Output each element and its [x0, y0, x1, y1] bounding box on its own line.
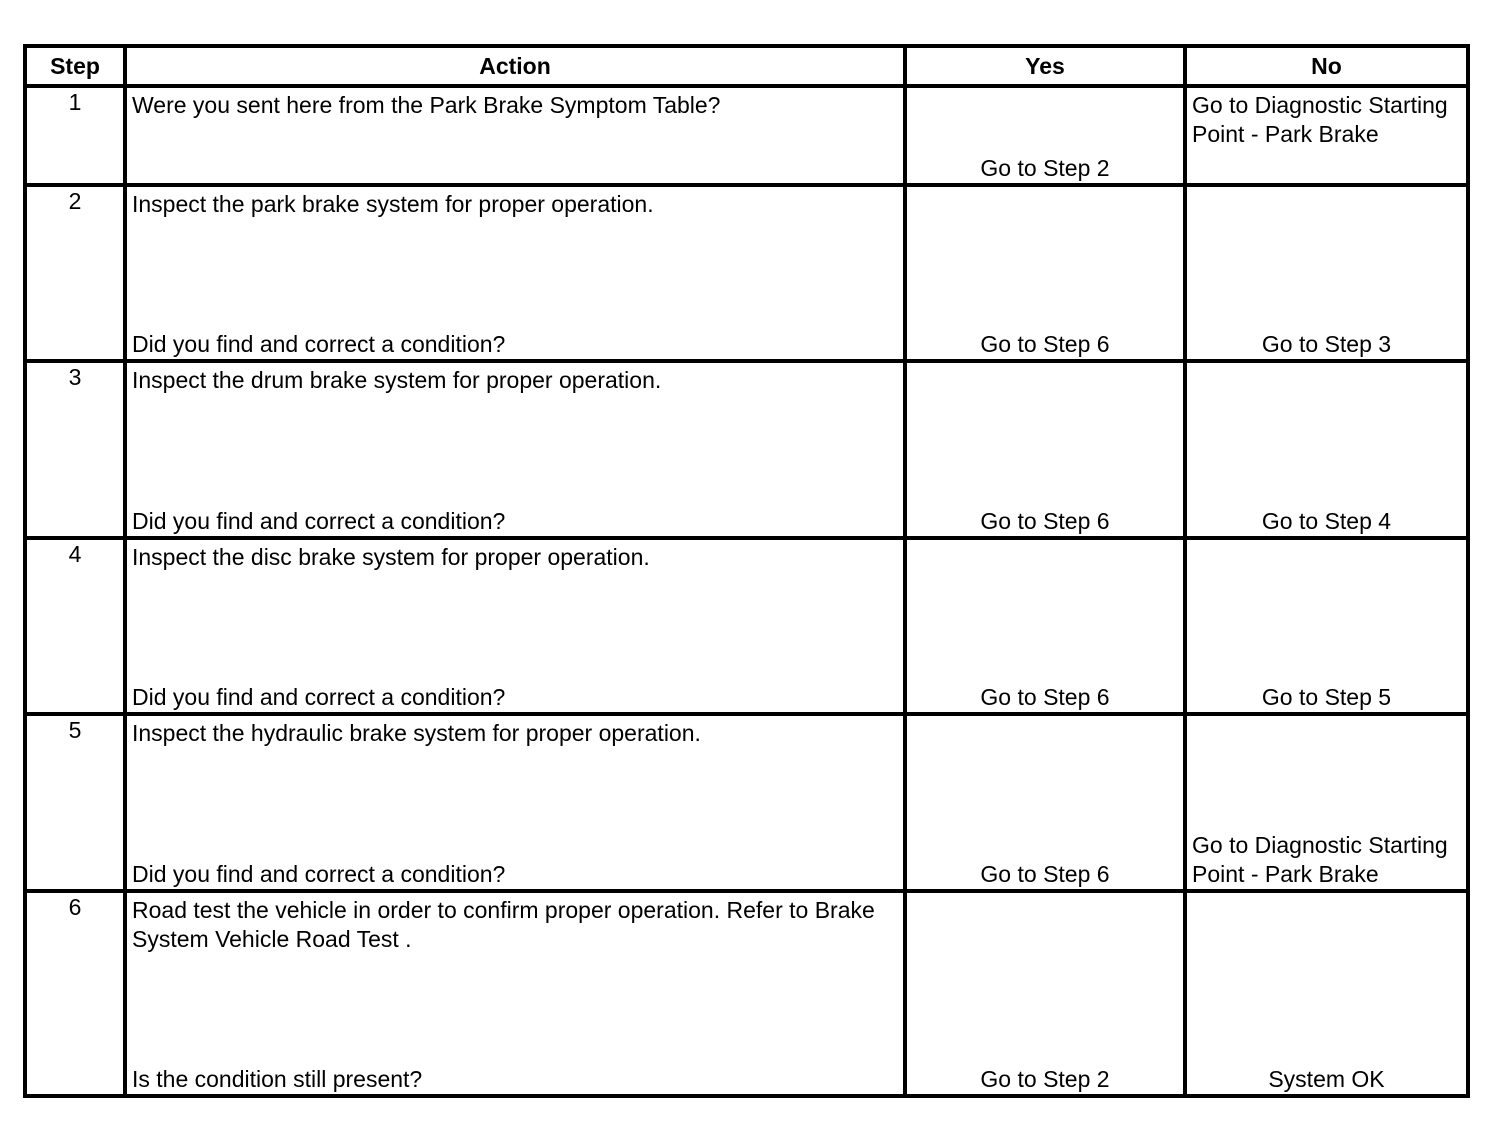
yes-text: Go to Step 2: [980, 154, 1110, 181]
yes-cell: [905, 891, 1185, 1096]
action-question: Did you find and correct a condition?: [132, 683, 506, 710]
no-cell: [1185, 185, 1468, 361]
yes-cell: [905, 361, 1185, 538]
action-cell: [125, 361, 905, 538]
no-text: Go to Step 4: [1261, 507, 1392, 534]
table-row: [25, 361, 1468, 538]
step-number: 4: [25, 538, 125, 714]
no-text: Go to Step 5: [1261, 683, 1392, 710]
table-row: [25, 714, 1468, 891]
action-question: Did you find and correct a condition?: [132, 330, 506, 357]
table-row: [25, 538, 1468, 714]
no-text: Go to Step 3: [1261, 330, 1392, 357]
table-header-row: [25, 46, 1468, 86]
yes-cell: [905, 86, 1185, 185]
step-number: 3: [25, 361, 125, 538]
yes-text: Go to Step 2: [980, 1065, 1110, 1092]
step-number: 2: [25, 185, 125, 361]
yes-cell: [905, 538, 1185, 714]
yes-text: Go to Step 6: [980, 860, 1110, 887]
action-cell: [125, 86, 905, 185]
header-action: Action: [125, 46, 905, 86]
diagnostic-table: [23, 44, 1470, 1098]
action-question: Is the condition still present?: [132, 1065, 423, 1092]
header-no: No: [1185, 46, 1468, 86]
action-text: Inspect the disc brake system for proper operation.: [132, 544, 650, 570]
no-cell: [1185, 86, 1468, 185]
action-text: Inspect the hydraulic brake system for proper operation.: [132, 720, 701, 746]
table-row: [25, 185, 1468, 361]
action-cell: [125, 714, 905, 891]
no-text: Go to Diagnostic Starting Point - Park Brake: [1192, 832, 1448, 887]
table-row: [25, 891, 1468, 1096]
action-text: Inspect the drum brake system for proper operation.: [132, 367, 662, 393]
action-question: Did you find and correct a condition?: [132, 860, 506, 887]
yes-text: Go to Step 6: [980, 507, 1110, 534]
action-question: Did you find and correct a condition?: [132, 507, 506, 534]
no-cell: [1185, 891, 1468, 1096]
table-row: [25, 86, 1468, 185]
action-cell: [125, 185, 905, 361]
action-text: Inspect the park brake system for proper operation.: [132, 191, 654, 217]
step-number: 6: [25, 891, 125, 1096]
step-number: 5: [25, 714, 125, 891]
no-cell: [1185, 538, 1468, 714]
header-step: Step: [25, 46, 125, 86]
action-text: Were you sent here from the Park Brake Symptom Table?: [132, 92, 721, 118]
yes-text: Go to Step 6: [980, 330, 1110, 357]
yes-text: Go to Step 6: [980, 683, 1110, 710]
no-text: Go to Diagnostic Starting Point - Park Brake: [1192, 92, 1448, 147]
action-text: Road test the vehicle in order to confirm proper operation. Refer to Brake System Vehicle Road Test .: [132, 897, 875, 952]
action-cell: [125, 891, 905, 1096]
no-cell: [1185, 714, 1468, 891]
step-number: 1: [25, 86, 125, 185]
no-text: System OK: [1268, 1065, 1385, 1092]
yes-cell: [905, 185, 1185, 361]
no-cell: [1185, 361, 1468, 538]
yes-cell: [905, 714, 1185, 891]
action-cell: [125, 538, 905, 714]
header-yes: Yes: [905, 46, 1185, 86]
